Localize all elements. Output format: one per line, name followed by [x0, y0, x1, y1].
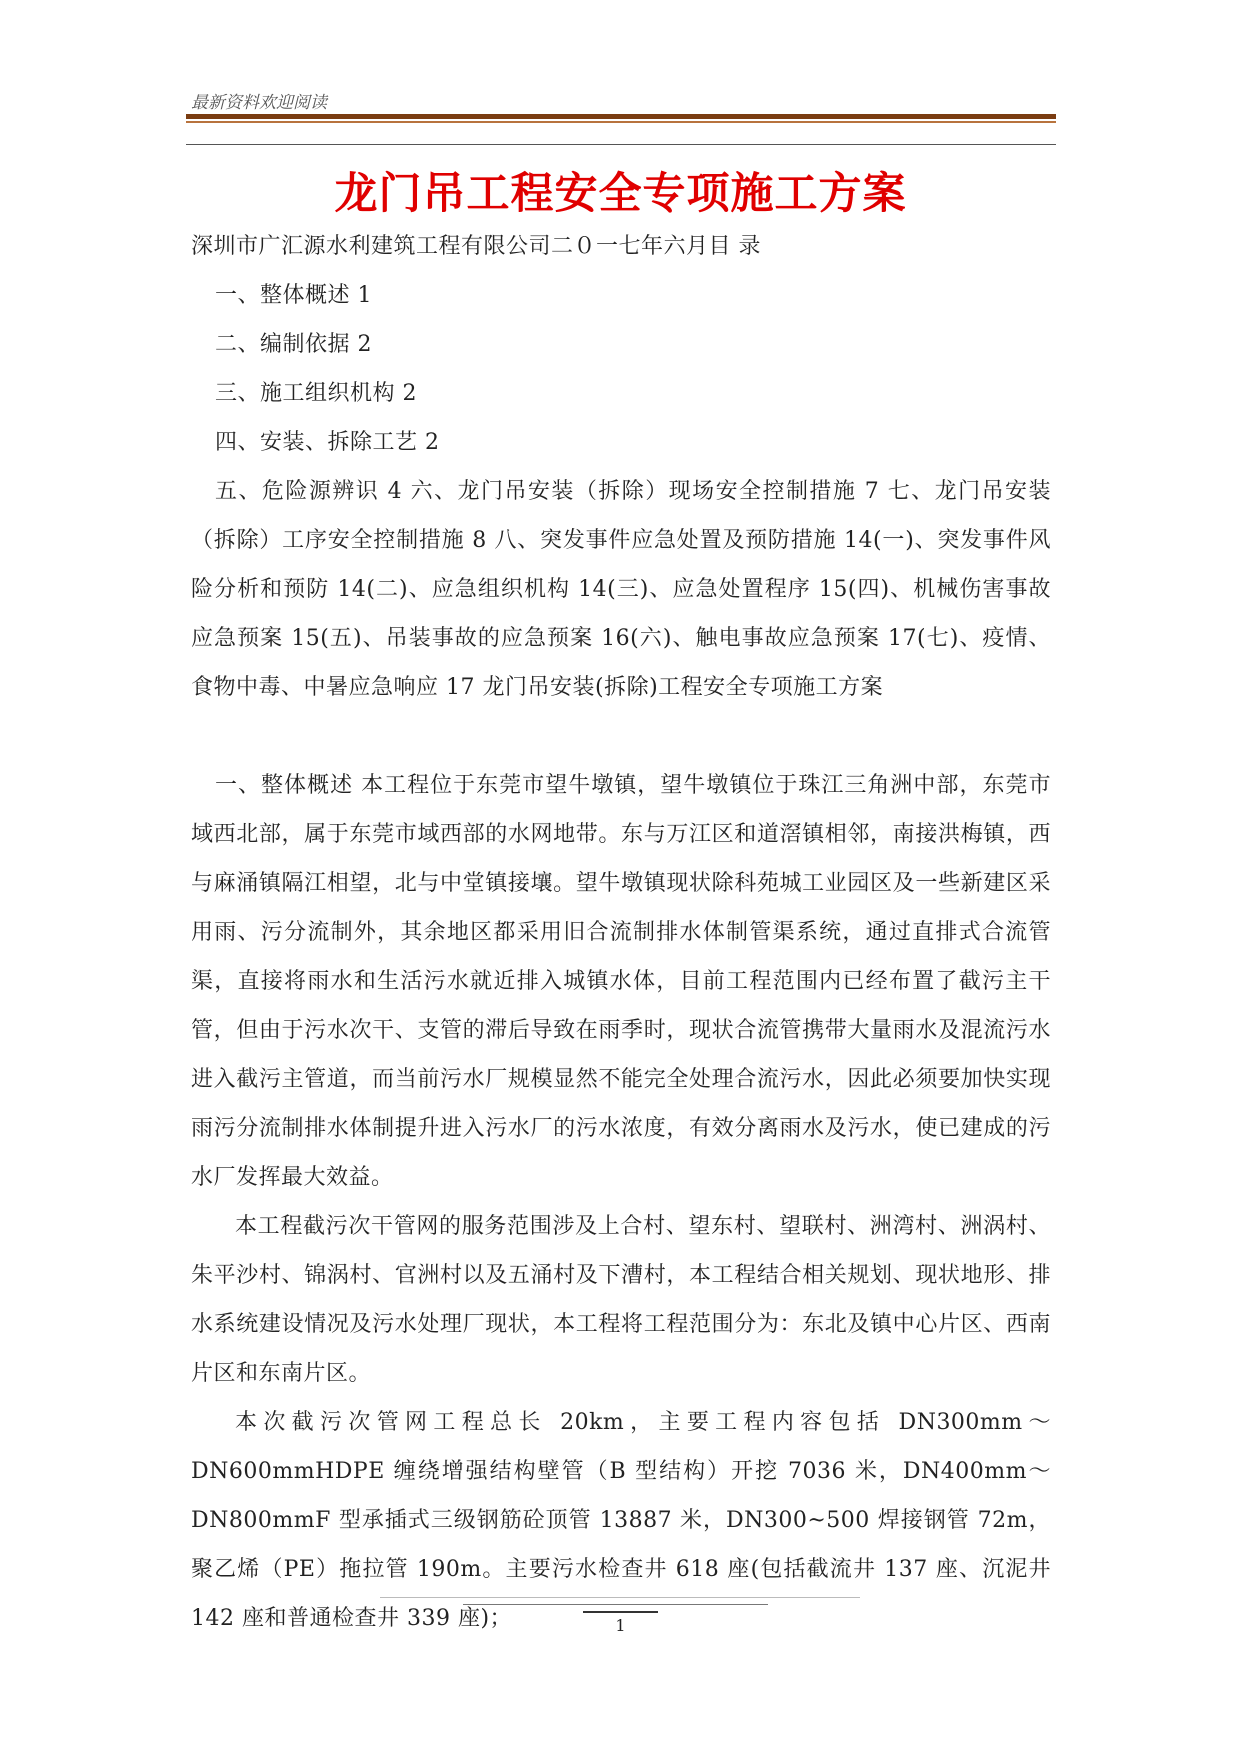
document-title: 龙门吊工程安全专项施工方案	[334, 169, 907, 219]
body-paragraph-overview: 一、整体概述 本工程位于东莞市望牛墩镇，望牛墩镇位于珠江三角洲中部，东莞市域西北部，属于东莞市域西部的水网地带。东与万江区和道滘镇相邻，南接洪梅镇，西与麻涌镇隔江相望，北与中堂镇接壤。望牛墩镇现状除科苑城工业园区及一些新建区采用雨、污分流制外，其余地区都采用旧合流制排水体制管渠系统，通过直排式合流管渠，直接将雨水和生活污水就近排入城镇水体，目前工程范围内已经布置了截污主干管，但由于污水次干、支管的滞后导致在雨季时，现状合流管携带大量雨水及混流污水进入截污主管道，而当前污水厂规模显然不能完全处理合流污水，因此必须要加快实现雨污分流制排水体制提升进入污水厂的污水浓度，有效分离雨水及污水，使已建成的污水厂发挥最大效益。	[191, 773, 1051, 1190]
company-line: 深圳市广汇源水利建筑工程有限公司二０一七年六月目 录	[191, 234, 761, 259]
footer-rule	[583, 1611, 658, 1613]
header-rule-accent	[186, 121, 1056, 123]
footer-rule	[380, 1597, 860, 1598]
header-rule-thick	[186, 114, 1056, 119]
body-paragraph-quantities: 本次截污次管网工程总长 20km，主要工程内容包括 DN300mm～DN600mmHDPE 缠绕增强结构壁管（B 型结构）开挖 7036 米，DN400mm～DN800mmF 型承插式三级钢筋砼顶管 13887 米，DN300~500 焊接钢管 72m，聚乙烯（PE）拖拉管 190m。主要污水检查井 618 座(包括截流井 137 座、沉泥井 142 座和普通检查井 339 座)；	[191, 1410, 1051, 1631]
toc-item: 一、整体概述 1	[215, 283, 372, 308]
toc-paragraph: 五、危险源辨识 4 六、龙门吊安装（拆除）现场安全控制措施 7 七、龙门吊安装（拆除）工序安全控制措施 8 八、突发事件应急处置及预防措施 14(一)、突发事件风险分析和预防 14(二)、应急组织机构 14(三)、应急处置程序 15(四)、机械伤害事故应急预案 15(五)、吊装事故的应急预案 16(六)、触电事故应急预案 17(七)、疫情、食物中毒、中暑应急响应 17 龙门吊安装(拆除)工程安全专项施工方案	[191, 479, 1051, 700]
toc-item: 二、编制依据 2	[215, 332, 372, 357]
header-rule-thin	[186, 144, 1056, 145]
running-header: 最新资料欢迎阅读	[191, 93, 327, 113]
toc-item: 三、施工组织机构 2	[215, 381, 417, 406]
footer-rule	[463, 1604, 768, 1605]
toc-item: 四、安装、拆除工艺 2	[215, 430, 440, 455]
page-number: 1	[615, 1616, 626, 1635]
body-paragraph-scope: 本工程截污次干管网的服务范围涉及上合村、望东村、望联村、洲湾村、洲涡村、朱平沙村、锦涡村、官洲村以及五涌村及下漕村，本工程结合相关规划、现状地形、排水系统建设情况及污水处理厂现状，本工程将工程范围分为：东北及镇中心片区、西南片区和东南片区。	[191, 1214, 1051, 1386]
